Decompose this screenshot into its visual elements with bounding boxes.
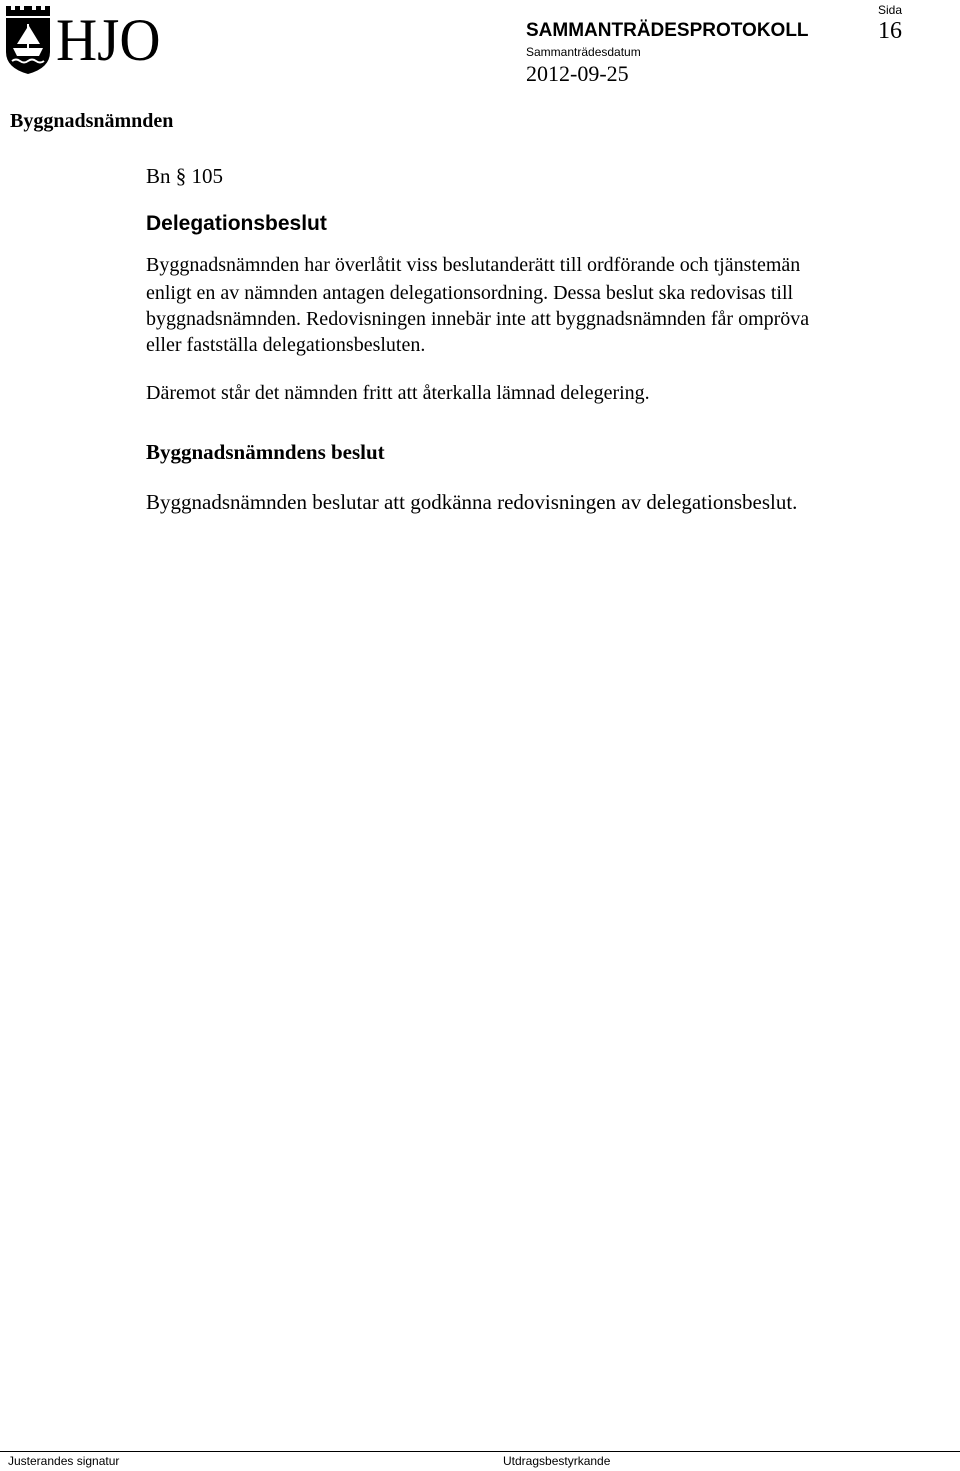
body-text-line: Byggnadsnämnden har överlåtit viss beslutanderätt till ordförande och tjänstemän xyxy=(146,254,801,276)
body-text-line: Däremot står det nämnden fritt att återkalla lämnad delegering. xyxy=(146,382,650,404)
signature-field-label: Justerandes signatur xyxy=(8,1454,120,1468)
municipal-crest-icon xyxy=(4,4,52,76)
municipality-logo-text: HJO xyxy=(56,7,161,73)
body-text-line: eller fastställa delegationsbesluten. xyxy=(146,334,426,356)
decision-text: Byggnadsnämnden beslutar att godkänna redovisningen av delegationsbeslut. xyxy=(146,490,798,514)
footer-divider xyxy=(0,1451,960,1452)
meeting-date: 2012-09-25 xyxy=(526,61,629,86)
page-number: 16 xyxy=(878,18,902,44)
decision-heading: Byggnadsnämndens beslut xyxy=(146,440,385,464)
body-text-line: byggnadsnämnden. Redovisningen innebär inte att byggnadsnämnden får ompröva xyxy=(146,308,810,330)
body-text-line: enligt en av nämnden antagen delegationsordning. Dessa beslut ska redovisas till xyxy=(146,282,794,304)
document-type-title: SAMMANTRÄDESPROTOKOLL xyxy=(526,20,809,41)
paragraph-reference: Bn § 105 xyxy=(146,164,224,188)
meeting-date-label: Sammanträdesdatum xyxy=(526,45,641,59)
committee-name: Byggnadsnämnden xyxy=(10,110,174,132)
section-heading: Delegationsbeslut xyxy=(146,212,327,235)
certification-field-label: Utdragsbestyrkande xyxy=(503,1454,611,1468)
page-label: Sida xyxy=(878,3,903,17)
